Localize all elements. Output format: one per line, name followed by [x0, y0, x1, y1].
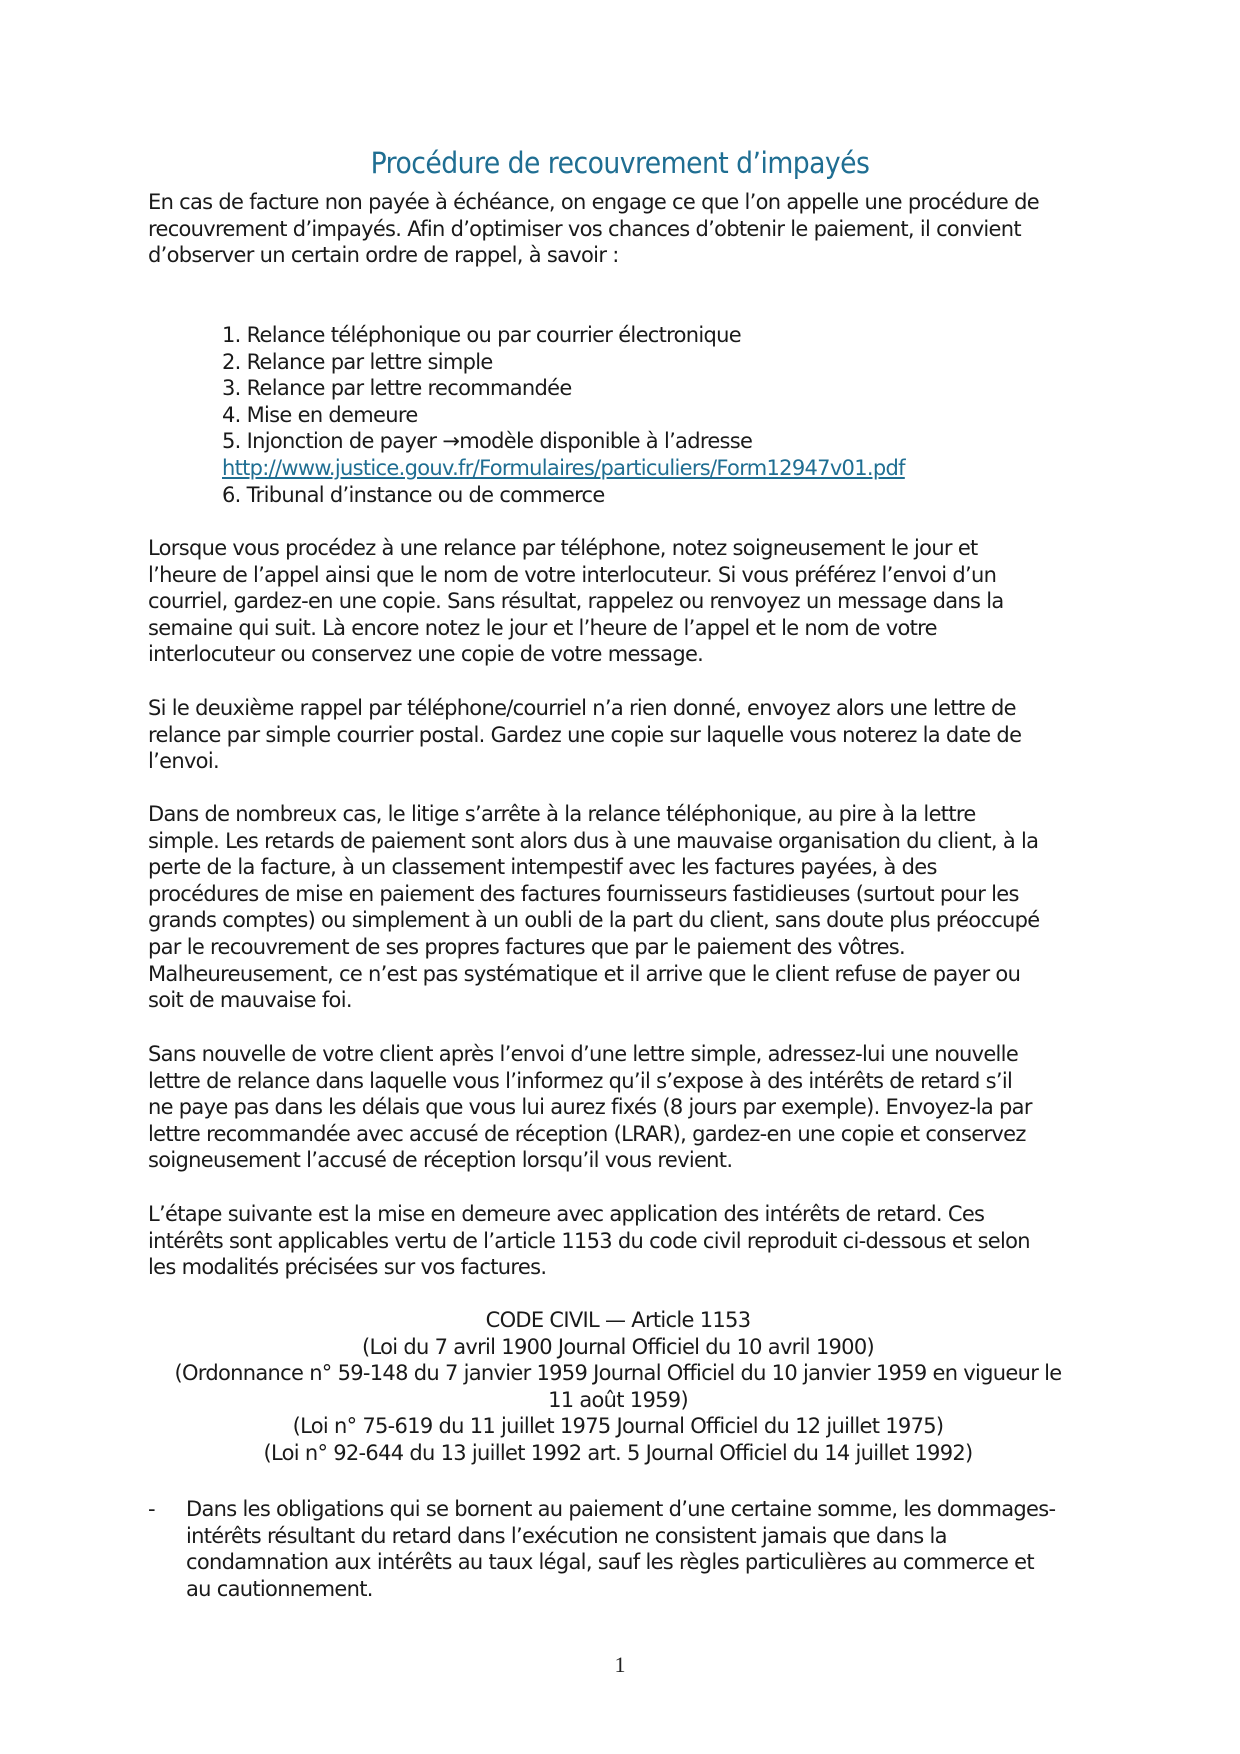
text-line: grands comptes) ou simplement à un oubli de la part du client, sans doute plus préoccupé	[148, 908, 1040, 933]
text-line: intérêts sont applicables vertu de l’article 1153 du code civil reproduit ci-dessous et selon	[148, 1228, 1030, 1253]
citation-line: (Loi n° 92-644 du 13 juillet 1992 art. 5 Journal Officiel du 14 juillet 1992)	[263, 1440, 973, 1465]
text-line: simple. Les retards de paiement sont alors dus à une mauvaise organisation du client, à la	[148, 828, 1039, 853]
text-line: perte de la facture, à un classement intempestif avec les factures payées, à des	[148, 855, 937, 880]
text-line: intérêts résultant du retard dans l’exécution ne consistent jamais que dans la	[186, 1523, 947, 1548]
recovery-steps-list	[222, 322, 905, 508]
text-line: soit de mauvaise foi.	[148, 988, 352, 1013]
list-item: 1. Relance téléphonique ou par courrier électronique	[222, 323, 741, 347]
text-line: par le recouvrement de ses propres factures que par le paiement des vôtres.	[148, 934, 906, 959]
page-number: 1	[614, 1652, 626, 1677]
intro-paragraph	[148, 189, 1098, 269]
list-item: 4. Mise en demeure	[222, 402, 418, 427]
registered-letter-paragraph	[148, 1041, 1098, 1174]
formal-notice-paragraph	[148, 1201, 1098, 1281]
text-line: L’étape suivante est la mise en demeure avec application des intérêts de retard. Ces	[148, 1202, 985, 1226]
text-line: interlocuteur ou conservez une copie de votre message.	[148, 642, 704, 667]
form-download-link[interactable]: http://www.justice.gouv.fr/Formulaires/particuliers/Form12947v01.pdf	[222, 455, 905, 480]
text-line: procédures de mise en paiement des factures fournisseurs fastidieuses (surtout pour les	[148, 881, 1019, 906]
text-line: Sans nouvelle de votre client après l’envoi d’une lettre simple, adressez-lui une nouvelle	[148, 1042, 1019, 1066]
text-line: lettre recommandée avec accusé de réception (LRAR), gardez-en une copie et conservez	[148, 1121, 1026, 1146]
cases-paragraph	[148, 801, 1098, 1014]
text-line: ne paye pas dans les délais que vous lui aurez fixés (8 jours par exemple). Envoyez-la par	[148, 1095, 1032, 1120]
text-line: d’observer un certain ordre de rappel, à savoir :	[148, 243, 619, 268]
code-civil-citation	[148, 1307, 1088, 1467]
page-title: Procédure de recouvrement d’impayés	[370, 146, 870, 180]
citation-line: 11 août 1959)	[548, 1387, 688, 1412]
list-item: 6. Tribunal d’instance ou de commerce	[222, 482, 605, 507]
text-line: au cautionnement.	[186, 1576, 373, 1601]
text-line: courriel, gardez-en une copie. Sans résultat, rappelez ou renvoyez un message dans la	[148, 589, 1004, 614]
text-line: l’heure de l’appel ainsi que le nom de votre interlocuteur. Si vous préférez l’envoi d’un	[148, 562, 997, 587]
phone-paragraph	[148, 535, 1098, 668]
citation-line: (Ordonnance n° 59-148 du 7 janvier 1959 Journal Officiel du 10 janvier 1959 en vigueur le	[174, 1361, 1062, 1386]
text-line: Si le deuxième rappel par téléphone/courriel n’a rien donné, envoyez alors une lettre de	[148, 696, 1016, 720]
text-line: relance par simple courrier postal. Gardez une copie sur laquelle vous noterez la date de	[148, 722, 1022, 747]
text-line: semaine qui suit. Là encore notez le jour et l’heure de l’appel et le nom de votre	[148, 615, 937, 640]
second-reminder-paragraph	[148, 695, 1098, 775]
text-line: condamnation aux intérêts au taux légal, sauf les règles particulières au commerce et	[186, 1550, 1034, 1575]
text-line: les modalités précisées sur vos factures.	[148, 1255, 547, 1280]
text-line: l’envoi.	[148, 749, 219, 774]
text-line: Malheureusement, ce n’est pas systématique et il arrive que le client refuse de payer ou	[148, 961, 1021, 986]
text-line: recouvrement d’impayés. Afin d’optimiser vos chances d’obtenir le paiement, il convient	[148, 216, 1021, 241]
citation-heading: CODE CIVIL — Article 1153	[485, 1308, 751, 1332]
bullet-text	[186, 1496, 1055, 1602]
list-item: 2. Relance par lettre simple	[222, 349, 493, 374]
citation-line: (Loi du 7 avril 1900 Journal Officiel du 10 avril 1900)	[361, 1334, 874, 1359]
list-item: 5. Injonction de payer →modèle disponible à l’adresse	[222, 429, 753, 454]
text-line: Dans les obligations qui se bornent au paiement d’une certaine somme, les dommages-	[186, 1497, 1056, 1521]
citation-line: (Loi n° 75-619 du 11 juillet 1975 Journal Officiel du 12 juillet 1975)	[292, 1414, 944, 1439]
bullet-dash: -	[148, 1497, 155, 1521]
text-line: Lorsque vous procédez à une relance par téléphone, notez soigneusement le jour et	[148, 536, 978, 560]
text-line: lettre de relance dans laquelle vous l’informez qu’il s’expose à des intérêts de retard s’il	[148, 1068, 1013, 1093]
text-line: soigneusement l’accusé de réception lorsqu’il vous revient.	[148, 1148, 733, 1173]
text-line: En cas de facture non payée à échéance, on engage ce que l’on appelle une procédure de	[148, 190, 1039, 214]
text-line: Dans de nombreux cas, le litige s’arrête à la relance téléphonique, au pire à la lettre	[148, 802, 976, 826]
list-item: 3. Relance par lettre recommandée	[222, 376, 572, 401]
